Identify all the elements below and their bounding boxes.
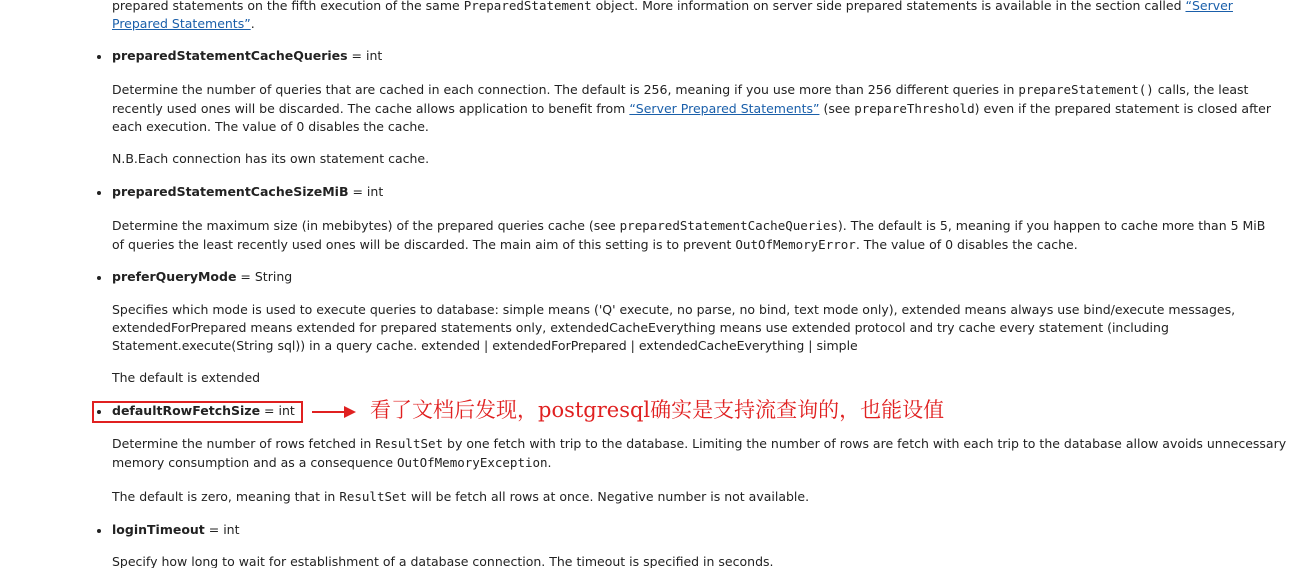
param-heading	[112, 268, 292, 286]
intro-period: .	[250, 16, 255, 31]
desc-text: by one fetch with trip to the database. Limiting the number of rows are fetch with each trip to the database allow avoids unnecessary	[443, 436, 1287, 451]
param-desc-line: Specify how long to wait for establishment of a database connection. The timeout is specified in seconds.	[112, 554, 774, 568]
param-type: = int	[347, 48, 383, 63]
param-name: loginTimeout	[112, 522, 205, 537]
code-resultset: ResultSet	[375, 436, 444, 451]
param-desc-line	[112, 236, 1078, 254]
server-prepared-statements-link-cont[interactable]: Prepared Statements”	[112, 16, 251, 31]
bullet	[97, 55, 101, 59]
param-type: = int	[204, 522, 240, 537]
highlight-box	[92, 401, 303, 423]
code-outofmemoryexception: OutOfMemoryException	[397, 455, 548, 470]
param-desc-line	[112, 435, 1286, 453]
desc-text: recently used ones will be discarded. The cache allows application to benefit from	[112, 101, 630, 116]
param-desc-line	[112, 217, 1265, 235]
desc-text: Determine the maximum size (in mebibytes) of the prepared queries cache (see	[112, 218, 620, 233]
desc-text: calls, the least	[1153, 82, 1249, 97]
bullet	[97, 529, 101, 533]
server-prepared-statements-link[interactable]: “Server	[1185, 0, 1233, 13]
intro-text: prepared statements on the fifth execution of the same	[112, 0, 464, 13]
param-note: N.B.Each connection has its own statement cache.	[112, 151, 430, 166]
param-type: = int	[348, 184, 384, 199]
desc-text: . The value of 0 disables the cache.	[855, 237, 1078, 252]
desc-text: of queries the least recently used ones will be discarded. The main aim of this setting is to prevent	[112, 237, 736, 252]
param-desc-line: extendedForPrepared means extended for prepared statements only, extendedCacheEverything means use extended protocol and try cache every statement (including	[112, 320, 1169, 335]
code-preparestatement: prepareStatement()	[1018, 82, 1154, 97]
param-heading	[112, 47, 382, 65]
desc-text: ) even if the prepared statement is closed after	[974, 101, 1271, 116]
intro-text-2: object. More information on server side prepared statements is available in the section called	[591, 0, 1186, 13]
param-desc-line	[112, 454, 552, 472]
bullet	[97, 191, 101, 195]
desc-text: Determine the number of rows fetched in	[112, 436, 376, 451]
param-desc-line	[112, 100, 1271, 118]
desc-text: .	[547, 455, 552, 470]
param-name: preferQueryMode	[112, 269, 237, 284]
param-name: preparedStatementCacheQueries	[112, 48, 348, 63]
desc-text: Determine the number of queries that are cached in each connection. The default is 256, meaning if you use more than 256 different queries in	[112, 82, 1019, 97]
param-desc-line: each execution. The value of 0 disables the cache.	[112, 119, 429, 134]
param-heading	[112, 183, 383, 201]
param-desc-line: Specifies which mode is used to execute queries to database: simple means ('Q' execute, no parse, no bind, text mode only), extended means always use bind/execute messages,	[112, 302, 1236, 317]
param-note	[112, 488, 809, 506]
code-preparethreshold: prepareThreshold	[854, 101, 975, 116]
param-name: defaultRowFetchSize	[112, 403, 261, 418]
arrow-right-icon	[312, 404, 358, 420]
code-outofmemoryerror: OutOfMemoryError	[735, 237, 856, 252]
param-heading	[112, 521, 240, 539]
code-resultset: ResultSet	[339, 489, 408, 504]
param-desc-line: Statement.execute(String sql)) in a query cache. extended | extendedForPrepared | extendedCacheEverything | simple	[112, 338, 858, 353]
code-preparedstatement: PreparedStatement	[463, 0, 592, 13]
param-type: = int	[260, 403, 295, 418]
desc-text: (see	[819, 101, 855, 116]
annotation-text: 看了文档后发现，postgresql确实是支持流查询的，也能设值	[370, 398, 945, 422]
intro-line-1	[112, 0, 1233, 15]
server-prepared-statements-link[interactable]: “Server Prepared Statements”	[629, 101, 820, 116]
desc-text: memory consumption and as a consequence	[112, 455, 398, 470]
desc-text: will be fetch all rows at once. Negative number is not available.	[407, 489, 810, 504]
intro-line-2	[112, 15, 255, 33]
bullet	[97, 276, 101, 280]
code-cachequeries: preparedStatementCacheQueries	[619, 218, 838, 233]
param-desc-line	[112, 81, 1248, 99]
param-note: The default is extended	[112, 370, 261, 385]
desc-text: ). The default is 5, meaning if you happen to cache more than 5 MiB	[837, 218, 1266, 233]
param-name: preparedStatementCacheSizeMiB	[112, 184, 349, 199]
param-type: = String	[236, 269, 293, 284]
desc-text: The default is zero, meaning that in	[112, 489, 340, 504]
